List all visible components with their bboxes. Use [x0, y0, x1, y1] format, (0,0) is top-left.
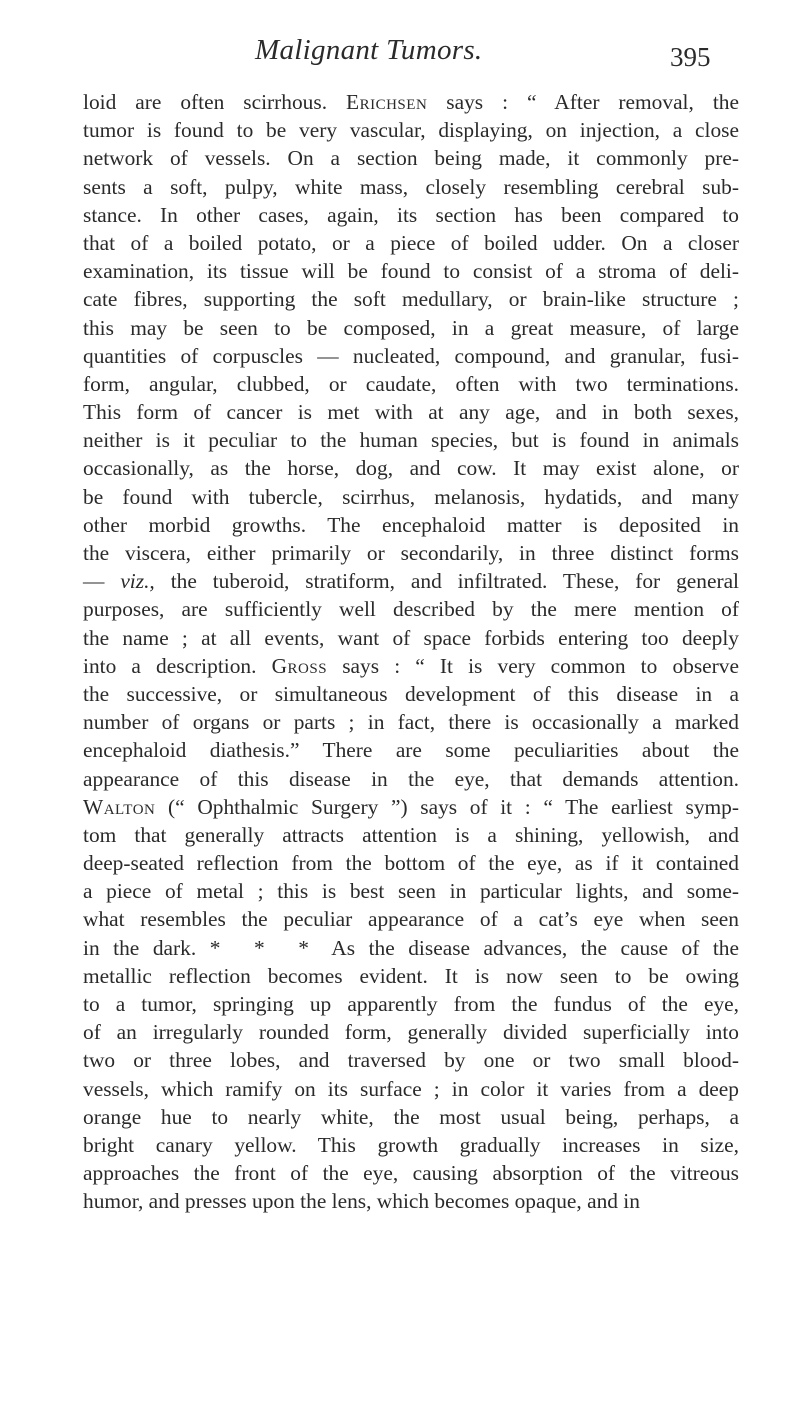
text-line: tom that generally attracts attention is a shining, yellowish, and [83, 822, 739, 847]
page-number: 395 [670, 42, 711, 72]
text-line: — viz., the tuberoid, stratiform, and infiltrated. These, for general [83, 569, 740, 594]
text-line: quantities of corpuscles — nucleated, compound, and granular, fusi- [83, 343, 739, 368]
text-line: in the dark. * * * As the disease advances, the cause of the [83, 935, 739, 960]
running-title: Malignant Tumors. [255, 34, 483, 66]
text-line: the viscera, either primarily or secondarily, in three distinct forms [83, 541, 739, 565]
text-line: approaches the front of the eye, causing absorption of the vitreous [83, 1161, 739, 1186]
text-line: the successive, or simultaneous development of this disease in a [83, 681, 739, 706]
text-line: other morbid growths. The encephaloid matter is deposited in [83, 512, 739, 537]
text-line: This form of cancer is met with at any age, and in both sexes, [83, 400, 739, 425]
text-line: what resembles the peculiar appearance of a cat’s eye when seen [83, 907, 739, 932]
text-line: network of vessels. On a section being made, it commonly pre- [83, 146, 739, 171]
text-line: a piece of metal ; this is best seen in particular lights, and some- [83, 879, 739, 904]
text-line: purposes, are sufficiently well described by the mere mention of [83, 597, 739, 622]
text-line: be found with tubercle, scirrhus, melanosis, hydatids, and many [83, 484, 739, 509]
text-line: two or three lobes, and traversed by one or two small blood- [83, 1048, 739, 1073]
text-line: that of a boiled potato, or a piece of boiled udder. On a closer [83, 230, 739, 255]
text-line: cate fibres, supporting the soft medullary, or brain-like structure ; [83, 287, 739, 312]
text-line: humor, and presses upon the lens, which becomes opaque, and in [83, 1189, 640, 1214]
text-line: of an irregularly rounded form, generally divided superficially into [83, 1020, 739, 1045]
text-line: this may be seen to be composed, in a great measure, of large [83, 315, 739, 340]
author-name: Gross [271, 653, 328, 678]
text-line: tumor is found to be very vascular, displaying, on injection, a close [83, 118, 739, 143]
text-line: neither is it peculiar to the human species, but is found in animals [83, 428, 739, 453]
text-line: occasionally, as the horse, dog, and cow. It may exist alone, or [83, 456, 739, 481]
text-line: metallic reflection becomes evident. It is now seen to be owing [83, 963, 739, 988]
text-line: into a description. Gross says : “ It is very common to observe [83, 653, 739, 678]
text-line: orange hue to nearly white, the most usual being, perhaps, a [83, 1104, 739, 1129]
text-line: the name ; at all events, want of space forbids entering too deeply [83, 625, 739, 650]
text-line: deep-seated reflection from the bottom of the eye, as if it contained [83, 851, 739, 876]
text-line: examination, its tissue will be found to consist of a stroma of deli- [83, 259, 739, 284]
ellipsis-asterisks: * * * [209, 935, 319, 960]
running-header [0, 30, 800, 76]
text-line: stance. In other cases, again, its section has been compared to [83, 202, 739, 227]
text-line: bright canary yellow. This growth gradually increases in size, [83, 1132, 739, 1157]
text-line: to a tumor, springing up apparently from the fundus of the eye, [83, 992, 739, 1016]
text-line: appearance of this disease in the eye, that demands attention. [83, 766, 739, 791]
text-line: sents a soft, pulpy, white mass, closely resembling cerebral sub- [83, 174, 739, 199]
author-name: Walton [83, 794, 156, 819]
text-line: vessels, which ramify on its surface ; in color it varies from a deep [83, 1076, 739, 1101]
text-line: number of organs or parts ; in fact, there is occasionally a marked [83, 710, 739, 735]
text-line: encephaloid diathesis.” There are some peculiarities about the [83, 738, 739, 763]
text-line: loid are often scirrhous. Erichsen says : “ After removal, the [83, 90, 739, 114]
body-text [83, 88, 739, 1216]
text-line: Walton (“ Ophthalmic Surgery ”) says of it : “ The earliest symp- [83, 794, 739, 819]
author-name: Erichsen [346, 90, 428, 114]
text-line: form, angular, clubbed, or caudate, often with two terminations. [83, 371, 739, 396]
